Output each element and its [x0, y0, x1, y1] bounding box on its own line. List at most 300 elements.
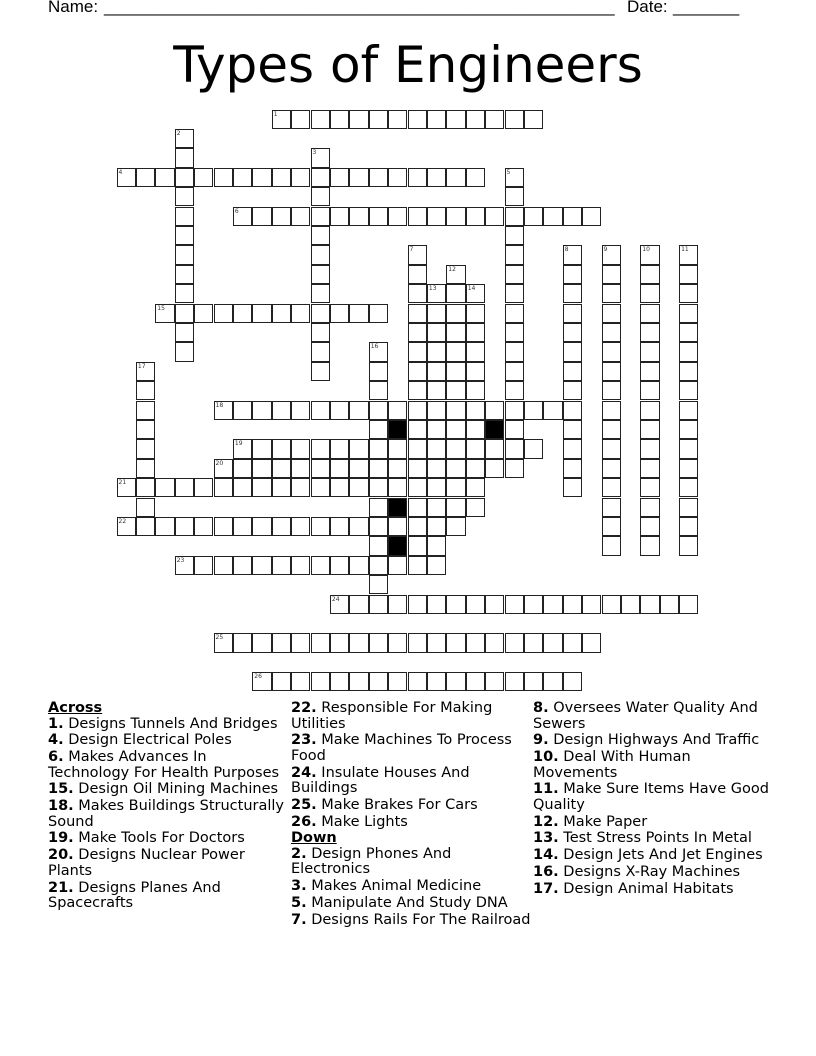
grid-cell[interactable] — [408, 536, 427, 555]
grid-cell[interactable] — [388, 595, 407, 614]
grid-cell[interactable] — [427, 536, 446, 555]
grid-cell[interactable] — [563, 672, 582, 691]
grid-cell[interactable] — [602, 439, 621, 458]
grid-cell[interactable] — [466, 595, 485, 614]
grid-cell[interactable] — [427, 323, 446, 342]
grid-cell[interactable] — [505, 226, 524, 245]
grid-cell[interactable] — [505, 187, 524, 206]
grid-cell[interactable] — [175, 187, 194, 206]
grid-cell[interactable] — [291, 672, 310, 691]
grid-cell[interactable] — [369, 595, 388, 614]
grid-cell[interactable] — [311, 148, 330, 167]
grid-cell[interactable] — [563, 362, 582, 381]
grid-cell[interactable] — [679, 420, 698, 439]
grid-cell[interactable] — [408, 498, 427, 517]
grid-cell[interactable] — [446, 420, 465, 439]
grid-cell[interactable] — [291, 304, 310, 323]
grid-cell[interactable] — [563, 401, 582, 420]
grid-cell[interactable] — [388, 556, 407, 575]
grid-cell[interactable] — [311, 168, 330, 187]
grid-cell[interactable] — [408, 342, 427, 361]
grid-cell[interactable] — [679, 381, 698, 400]
grid-cell[interactable] — [505, 323, 524, 342]
grid-cell[interactable] — [640, 284, 659, 303]
grid-cell[interactable] — [330, 556, 349, 575]
grid-cell[interactable] — [446, 304, 465, 323]
grid-cell[interactable] — [408, 245, 427, 264]
grid-cell[interactable] — [233, 168, 252, 187]
grid-cell[interactable] — [291, 556, 310, 575]
grid-cell[interactable] — [602, 342, 621, 361]
grid-cell[interactable] — [369, 498, 388, 517]
grid-cell[interactable] — [155, 517, 174, 536]
grid-cell[interactable] — [272, 401, 291, 420]
grid-cell[interactable] — [602, 536, 621, 555]
grid-cell[interactable] — [563, 207, 582, 226]
grid-cell[interactable] — [563, 245, 582, 264]
grid-cell[interactable] — [466, 672, 485, 691]
grid-cell[interactable] — [427, 595, 446, 614]
grid-cell[interactable] — [408, 439, 427, 458]
grid-cell[interactable] — [175, 556, 194, 575]
grid-cell[interactable] — [369, 110, 388, 129]
grid-cell[interactable] — [446, 401, 465, 420]
grid-cell[interactable] — [505, 207, 524, 226]
grid-cell[interactable] — [563, 478, 582, 497]
grid-cell[interactable] — [621, 595, 640, 614]
grid-cell[interactable] — [388, 633, 407, 652]
grid-cell[interactable] — [369, 672, 388, 691]
grid-cell[interactable] — [369, 517, 388, 536]
grid-cell[interactable] — [388, 207, 407, 226]
grid-cell[interactable] — [214, 304, 233, 323]
grid-cell[interactable] — [427, 672, 446, 691]
grid-cell[interactable] — [543, 633, 562, 652]
grid-cell[interactable] — [505, 633, 524, 652]
grid-cell[interactable] — [369, 362, 388, 381]
grid-cell[interactable] — [446, 439, 465, 458]
grid-cell[interactable] — [679, 498, 698, 517]
grid-cell[interactable] — [175, 148, 194, 167]
grid-cell[interactable] — [252, 556, 271, 575]
grid-cell[interactable] — [543, 595, 562, 614]
grid-cell[interactable] — [466, 439, 485, 458]
grid-cell[interactable] — [349, 633, 368, 652]
grid-cell[interactable] — [427, 342, 446, 361]
grid-cell[interactable] — [408, 304, 427, 323]
grid-cell[interactable] — [640, 342, 659, 361]
grid-cell[interactable] — [214, 459, 233, 478]
grid-cell[interactable] — [272, 304, 291, 323]
grid-cell[interactable] — [427, 556, 446, 575]
grid-cell[interactable] — [388, 401, 407, 420]
grid-cell[interactable] — [136, 362, 155, 381]
grid-cell[interactable] — [272, 556, 291, 575]
grid-cell[interactable] — [640, 439, 659, 458]
grid-cell[interactable] — [194, 517, 213, 536]
grid-cell[interactable] — [446, 168, 465, 187]
grid-cell[interactable] — [505, 401, 524, 420]
grid-cell[interactable] — [466, 381, 485, 400]
grid-cell[interactable] — [175, 168, 194, 187]
grid-cell[interactable] — [330, 304, 349, 323]
grid-cell[interactable] — [485, 110, 504, 129]
grid-cell[interactable] — [640, 362, 659, 381]
grid-cell[interactable] — [679, 459, 698, 478]
grid-cell[interactable] — [446, 381, 465, 400]
grid-cell[interactable] — [330, 478, 349, 497]
grid-cell[interactable] — [602, 265, 621, 284]
grid-cell[interactable] — [485, 672, 504, 691]
grid-cell[interactable] — [563, 342, 582, 361]
grid-cell[interactable] — [175, 226, 194, 245]
grid-cell[interactable] — [408, 420, 427, 439]
grid-cell[interactable] — [136, 168, 155, 187]
grid-cell[interactable] — [427, 401, 446, 420]
grid-cell[interactable] — [252, 304, 271, 323]
grid-cell[interactable] — [349, 439, 368, 458]
grid-cell[interactable] — [524, 439, 543, 458]
grid-cell[interactable] — [640, 498, 659, 517]
grid-cell[interactable] — [330, 633, 349, 652]
grid-cell[interactable] — [388, 459, 407, 478]
grid-cell[interactable] — [175, 517, 194, 536]
grid-cell[interactable] — [602, 401, 621, 420]
grid-cell[interactable] — [640, 595, 659, 614]
grid-cell[interactable] — [252, 168, 271, 187]
grid-cell[interactable] — [233, 304, 252, 323]
grid-cell[interactable] — [485, 595, 504, 614]
grid-cell[interactable] — [272, 168, 291, 187]
grid-cell[interactable] — [466, 110, 485, 129]
grid-cell[interactable] — [602, 323, 621, 342]
grid-cell[interactable] — [524, 672, 543, 691]
grid-cell[interactable] — [291, 633, 310, 652]
grid-cell[interactable] — [175, 129, 194, 148]
grid-cell[interactable] — [466, 342, 485, 361]
grid-cell[interactable] — [640, 304, 659, 323]
grid-cell[interactable] — [466, 362, 485, 381]
grid-cell[interactable] — [660, 595, 679, 614]
grid-cell[interactable] — [214, 401, 233, 420]
grid-cell[interactable] — [466, 401, 485, 420]
grid-cell[interactable] — [563, 265, 582, 284]
grid-cell[interactable] — [408, 459, 427, 478]
grid-cell[interactable] — [136, 517, 155, 536]
grid-cell[interactable] — [272, 207, 291, 226]
grid-cell[interactable] — [563, 633, 582, 652]
grid-cell[interactable] — [679, 536, 698, 555]
grid-cell[interactable] — [311, 459, 330, 478]
grid-cell[interactable] — [291, 401, 310, 420]
grid-cell[interactable] — [408, 517, 427, 536]
grid-cell[interactable] — [640, 478, 659, 497]
grid-cell[interactable] — [679, 342, 698, 361]
grid-cell[interactable] — [446, 478, 465, 497]
grid-cell[interactable] — [291, 168, 310, 187]
grid-cell[interactable] — [446, 110, 465, 129]
grid-cell[interactable] — [388, 110, 407, 129]
grid-cell[interactable] — [446, 342, 465, 361]
grid-cell[interactable] — [427, 168, 446, 187]
grid-cell[interactable] — [485, 633, 504, 652]
grid-cell[interactable] — [466, 168, 485, 187]
grid-cell[interactable] — [155, 478, 174, 497]
grid-cell[interactable] — [563, 304, 582, 323]
grid-cell[interactable] — [640, 323, 659, 342]
grid-cell[interactable] — [582, 207, 601, 226]
grid-cell[interactable] — [233, 517, 252, 536]
grid-cell[interactable] — [524, 633, 543, 652]
grid-cell[interactable] — [679, 401, 698, 420]
grid-cell[interactable] — [602, 284, 621, 303]
grid-cell[interactable] — [233, 439, 252, 458]
grid-cell[interactable] — [369, 401, 388, 420]
grid-cell[interactable] — [311, 187, 330, 206]
grid-cell[interactable] — [175, 284, 194, 303]
grid-cell[interactable] — [291, 517, 310, 536]
grid-cell[interactable] — [252, 207, 271, 226]
grid-cell[interactable] — [330, 110, 349, 129]
grid-cell[interactable] — [311, 401, 330, 420]
grid-cell[interactable] — [252, 439, 271, 458]
grid-cell[interactable] — [427, 381, 446, 400]
grid-cell[interactable] — [194, 478, 213, 497]
grid-cell[interactable] — [446, 362, 465, 381]
grid-cell[interactable] — [427, 459, 446, 478]
grid-cell[interactable] — [466, 420, 485, 439]
grid-cell[interactable] — [466, 207, 485, 226]
grid-cell[interactable] — [330, 672, 349, 691]
grid-cell[interactable] — [388, 439, 407, 458]
grid-cell[interactable] — [602, 304, 621, 323]
grid-cell[interactable] — [679, 304, 698, 323]
grid-cell[interactable] — [175, 304, 194, 323]
grid-cell[interactable] — [194, 168, 213, 187]
grid-cell[interactable] — [252, 478, 271, 497]
grid-cell[interactable] — [311, 517, 330, 536]
grid-cell[interactable] — [505, 439, 524, 458]
grid-cell[interactable] — [291, 110, 310, 129]
grid-cell[interactable] — [136, 498, 155, 517]
grid-cell[interactable] — [291, 207, 310, 226]
grid-cell[interactable] — [408, 381, 427, 400]
grid-cell[interactable] — [311, 284, 330, 303]
grid-cell[interactable] — [194, 304, 213, 323]
grid-cell[interactable] — [349, 595, 368, 614]
grid-cell[interactable] — [136, 381, 155, 400]
grid-cell[interactable] — [563, 323, 582, 342]
grid-cell[interactable] — [602, 498, 621, 517]
grid-cell[interactable] — [233, 633, 252, 652]
grid-cell[interactable] — [427, 439, 446, 458]
grid-cell[interactable] — [311, 556, 330, 575]
grid-cell[interactable] — [369, 633, 388, 652]
grid-cell[interactable] — [388, 517, 407, 536]
grid-cell[interactable] — [136, 439, 155, 458]
grid-cell[interactable] — [408, 478, 427, 497]
grid-cell[interactable] — [291, 439, 310, 458]
grid-cell[interactable] — [446, 207, 465, 226]
grid-cell[interactable] — [427, 420, 446, 439]
grid-cell[interactable] — [369, 342, 388, 361]
grid-cell[interactable] — [252, 633, 271, 652]
grid-cell[interactable] — [679, 284, 698, 303]
grid-cell[interactable] — [640, 517, 659, 536]
grid-cell[interactable] — [485, 207, 504, 226]
grid-cell[interactable] — [311, 265, 330, 284]
grid-cell[interactable] — [233, 207, 252, 226]
grid-cell[interactable] — [369, 556, 388, 575]
grid-cell[interactable] — [272, 459, 291, 478]
grid-cell[interactable] — [505, 284, 524, 303]
grid-cell[interactable] — [272, 478, 291, 497]
grid-cell[interactable] — [214, 478, 233, 497]
grid-cell[interactable] — [194, 556, 213, 575]
grid-cell[interactable] — [640, 245, 659, 264]
grid-cell[interactable] — [446, 595, 465, 614]
grid-cell[interactable] — [408, 633, 427, 652]
grid-cell[interactable] — [175, 245, 194, 264]
grid-cell[interactable] — [136, 401, 155, 420]
grid-cell[interactable] — [408, 168, 427, 187]
grid-cell[interactable] — [136, 478, 155, 497]
grid-cell[interactable] — [679, 265, 698, 284]
grid-cell[interactable] — [233, 459, 252, 478]
grid-cell[interactable] — [602, 245, 621, 264]
grid-cell[interactable] — [369, 207, 388, 226]
grid-cell[interactable] — [408, 110, 427, 129]
grid-cell[interactable] — [505, 110, 524, 129]
grid-cell[interactable] — [330, 595, 349, 614]
grid-cell[interactable] — [330, 517, 349, 536]
grid-cell[interactable] — [543, 401, 562, 420]
grid-cell[interactable] — [311, 245, 330, 264]
grid-cell[interactable] — [349, 517, 368, 536]
grid-cell[interactable] — [214, 633, 233, 652]
grid-cell[interactable] — [330, 168, 349, 187]
grid-cell[interactable] — [427, 498, 446, 517]
grid-cell[interactable] — [505, 304, 524, 323]
grid-cell[interactable] — [505, 381, 524, 400]
grid-cell[interactable] — [505, 265, 524, 284]
grid-cell[interactable] — [272, 672, 291, 691]
grid-cell[interactable] — [252, 672, 271, 691]
grid-cell[interactable] — [446, 517, 465, 536]
grid-cell[interactable] — [369, 478, 388, 497]
grid-cell[interactable] — [408, 556, 427, 575]
grid-cell[interactable] — [466, 284, 485, 303]
grid-cell[interactable] — [563, 284, 582, 303]
grid-cell[interactable] — [427, 284, 446, 303]
grid-cell[interactable] — [136, 459, 155, 478]
grid-cell[interactable] — [311, 672, 330, 691]
grid-cell[interactable] — [214, 168, 233, 187]
grid-cell[interactable] — [427, 478, 446, 497]
grid-cell[interactable] — [427, 517, 446, 536]
grid-cell[interactable] — [272, 439, 291, 458]
grid-cell[interactable] — [233, 478, 252, 497]
grid-cell[interactable] — [291, 478, 310, 497]
grid-cell[interactable] — [291, 459, 310, 478]
grid-cell[interactable] — [563, 459, 582, 478]
grid-cell[interactable] — [349, 478, 368, 497]
grid-cell[interactable] — [233, 401, 252, 420]
grid-cell[interactable] — [175, 478, 194, 497]
grid-cell[interactable] — [117, 478, 136, 497]
grid-cell[interactable] — [427, 207, 446, 226]
grid-cell[interactable] — [175, 265, 194, 284]
grid-cell[interactable] — [446, 672, 465, 691]
grid-cell[interactable] — [272, 110, 291, 129]
grid-cell[interactable] — [427, 304, 446, 323]
grid-cell[interactable] — [330, 401, 349, 420]
grid-cell[interactable] — [369, 575, 388, 594]
grid-cell[interactable] — [563, 595, 582, 614]
grid-cell[interactable] — [485, 439, 504, 458]
grid-cell[interactable] — [602, 381, 621, 400]
grid-cell[interactable] — [369, 381, 388, 400]
grid-cell[interactable] — [408, 284, 427, 303]
grid-cell[interactable] — [602, 459, 621, 478]
grid-cell[interactable] — [505, 595, 524, 614]
grid-cell[interactable] — [175, 342, 194, 361]
grid-cell[interactable] — [311, 304, 330, 323]
grid-cell[interactable] — [330, 459, 349, 478]
grid-cell[interactable] — [136, 420, 155, 439]
grid-cell[interactable] — [640, 459, 659, 478]
grid-cell[interactable] — [427, 633, 446, 652]
grid-cell[interactable] — [369, 420, 388, 439]
grid-cell[interactable] — [543, 672, 562, 691]
grid-cell[interactable] — [408, 401, 427, 420]
grid-cell[interactable] — [485, 459, 504, 478]
grid-cell[interactable] — [485, 401, 504, 420]
grid-cell[interactable] — [349, 168, 368, 187]
grid-cell[interactable] — [311, 362, 330, 381]
grid-cell[interactable] — [349, 110, 368, 129]
grid-cell[interactable] — [155, 168, 174, 187]
grid-cell[interactable] — [330, 207, 349, 226]
grid-cell[interactable] — [388, 672, 407, 691]
grid-cell[interactable] — [446, 498, 465, 517]
grid-cell[interactable] — [117, 517, 136, 536]
grid-cell[interactable] — [524, 110, 543, 129]
grid-cell[interactable] — [602, 478, 621, 497]
grid-cell[interactable] — [602, 362, 621, 381]
grid-cell[interactable] — [252, 401, 271, 420]
grid-cell[interactable] — [640, 536, 659, 555]
grid-cell[interactable] — [505, 168, 524, 187]
grid-cell[interactable] — [175, 207, 194, 226]
grid-cell[interactable] — [369, 304, 388, 323]
grid-cell[interactable] — [349, 556, 368, 575]
grid-cell[interactable] — [117, 168, 136, 187]
grid-cell[interactable] — [505, 245, 524, 264]
grid-cell[interactable] — [388, 478, 407, 497]
grid-cell[interactable] — [388, 168, 407, 187]
grid-cell[interactable] — [408, 595, 427, 614]
grid-cell[interactable] — [543, 207, 562, 226]
grid-cell[interactable] — [563, 420, 582, 439]
grid-cell[interactable] — [640, 401, 659, 420]
grid-cell[interactable] — [640, 420, 659, 439]
grid-cell[interactable] — [175, 323, 194, 342]
grid-cell[interactable] — [582, 595, 601, 614]
grid-cell[interactable] — [602, 517, 621, 536]
grid-cell[interactable] — [640, 265, 659, 284]
grid-cell[interactable] — [466, 498, 485, 517]
